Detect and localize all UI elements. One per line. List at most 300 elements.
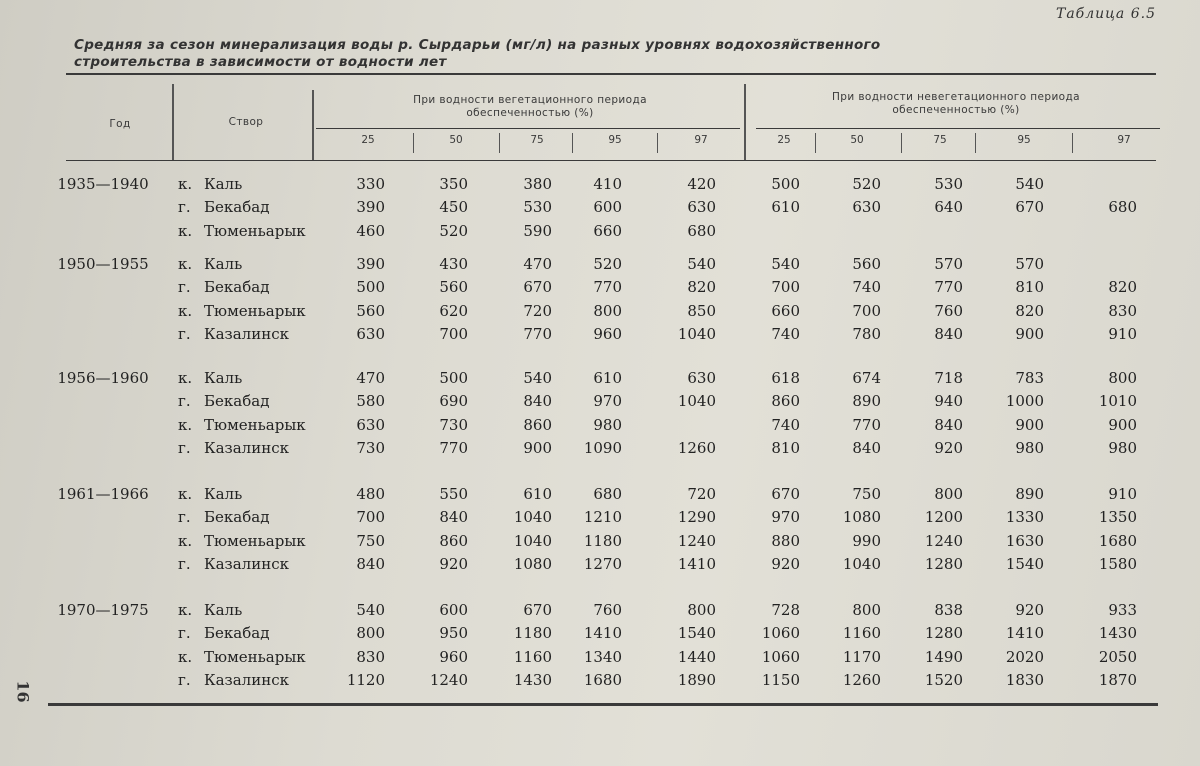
- top-rule: [66, 73, 1156, 75]
- veg-value-cell: 630: [356, 324, 385, 343]
- nonveg-value-cell: 820: [1108, 278, 1137, 297]
- site-prefix: к.: [178, 301, 193, 320]
- site-prefix: г.: [178, 508, 191, 527]
- nonveg-value-cell: 2050: [1098, 647, 1137, 666]
- nonveg-value-cell: 910: [1108, 485, 1137, 503]
- nonveg-value-cell: 840: [934, 324, 963, 343]
- nonveg-value-cell: 920: [1015, 601, 1044, 619]
- site-prefix: г.: [178, 624, 191, 643]
- veg-value-cell: 1120: [346, 670, 385, 689]
- nonveg-value-cell: 2020: [1005, 647, 1044, 666]
- nonveg-value-cell: 840: [934, 415, 963, 434]
- table-row: [0, 255, 1200, 279]
- nonveg-value-cell: 1280: [924, 554, 963, 573]
- veg-value-cell: 1430: [513, 670, 552, 689]
- table-caption: [74, 37, 974, 71]
- nonveg-value-cell: 728: [771, 601, 800, 619]
- site-name: Тюменьарык: [204, 221, 306, 240]
- nonveg-value-cell: 900: [1108, 415, 1137, 434]
- veg-value-cell: 630: [687, 198, 716, 217]
- caption-line-1: Средняя за сезон минерализация воды р. Сырдарьи (мг/л) на разных уровнях водохозяйственного: [74, 37, 881, 53]
- veg-value-cell: 330: [356, 175, 385, 193]
- veg-pct-divider: [413, 133, 414, 153]
- header-veg-period: [330, 94, 730, 120]
- nonveg-value-cell: 540: [771, 255, 800, 273]
- site-prefix: к.: [178, 175, 193, 193]
- site-prefix: г.: [178, 554, 191, 573]
- veg-value-cell: 1540: [677, 624, 716, 643]
- veg-value-cell: 960: [439, 647, 468, 666]
- site-name: Бекабад: [204, 624, 270, 643]
- veg-value-cell: 390: [356, 198, 385, 217]
- group-year: 1935—1940: [57, 175, 149, 193]
- veg-value-cell: 1180: [513, 624, 552, 643]
- nonveg-value-cell: 940: [934, 392, 963, 411]
- nonveg-pct-95: 95: [1017, 134, 1031, 146]
- table-row: [0, 369, 1200, 393]
- veg-value-cell: 610: [523, 485, 552, 503]
- group-year: 1961—1966: [57, 485, 149, 503]
- nonveg-value-cell: 910: [1108, 324, 1137, 343]
- site-name: Каль: [204, 601, 243, 619]
- site-name: Тюменьарык: [204, 647, 306, 666]
- table-row: [0, 392, 1200, 416]
- nonveg-value-cell: 610: [771, 198, 800, 217]
- site-prefix: г.: [178, 324, 191, 343]
- site-cell: [178, 532, 306, 550]
- nonveg-value-cell: 860: [771, 392, 800, 411]
- veg-value-cell: 1290: [677, 508, 716, 527]
- veg-value-cell: 1040: [677, 392, 716, 411]
- site-prefix: к.: [178, 485, 193, 503]
- table-row: [0, 325, 1200, 349]
- nonveg-value-cell: 1830: [1005, 670, 1044, 689]
- nonveg-value-cell: 750: [852, 485, 881, 503]
- header-nonveg-line-2: обеспеченностью (%): [892, 104, 1020, 116]
- veg-value-cell: 1340: [583, 647, 622, 666]
- site-cell: [178, 485, 242, 503]
- veg-value-cell: 390: [356, 255, 385, 273]
- veg-value-cell: 830: [356, 647, 385, 666]
- veg-value-cell: 1890: [677, 670, 716, 689]
- veg-value-cell: 1410: [677, 554, 716, 573]
- veg-value-cell: 840: [356, 554, 385, 573]
- page-number: 16: [13, 680, 33, 703]
- site-cell: [178, 222, 306, 240]
- group-year: 1950—1955: [57, 255, 149, 273]
- veg-value-cell: 520: [439, 221, 468, 240]
- nonveg-value-cell: 1000: [1005, 392, 1044, 411]
- table-row: [0, 222, 1200, 246]
- site-cell: [178, 392, 269, 410]
- veg-value-cell: 1240: [677, 531, 716, 550]
- veg-value-cell: 840: [523, 392, 552, 411]
- nonveg-value-cell: 838: [934, 601, 963, 619]
- nonveg-value-cell: 1870: [1098, 670, 1137, 689]
- nonveg-value-cell: 770: [852, 415, 881, 434]
- nonveg-value-cell: 560: [852, 255, 881, 273]
- veg-value-cell: 670: [523, 278, 552, 297]
- table-row: [0, 601, 1200, 625]
- table-row: [0, 416, 1200, 440]
- veg-value-cell: 720: [523, 301, 552, 320]
- site-name: Бекабад: [204, 278, 270, 297]
- veg-value-cell: 800: [593, 301, 622, 320]
- nonveg-value-cell: 1680: [1098, 531, 1137, 550]
- veg-value-cell: 770: [439, 438, 468, 457]
- veg-value-cell: 540: [356, 601, 385, 619]
- site-name: Тюменьарык: [204, 301, 306, 320]
- veg-value-cell: 820: [687, 278, 716, 297]
- header-year: Год: [109, 118, 131, 130]
- veg-value-cell: 590: [523, 221, 552, 240]
- nonveg-value-cell: 660: [771, 301, 800, 320]
- veg-value-cell: 540: [523, 369, 552, 387]
- veg-pct-divider: [657, 133, 658, 153]
- nonveg-value-cell: 830: [1108, 301, 1137, 320]
- nonveg-pct-divider: [815, 133, 816, 153]
- veg-value-cell: 730: [439, 415, 468, 434]
- nonveg-value-cell: 718: [934, 369, 963, 387]
- veg-value-cell: 660: [593, 221, 622, 240]
- table-row: [0, 624, 1200, 648]
- veg-value-cell: 750: [356, 531, 385, 550]
- site-cell: [178, 302, 306, 320]
- veg-value-cell: 500: [439, 369, 468, 387]
- nonveg-pct-50: 50: [850, 134, 864, 146]
- nonveg-value-cell: 1010: [1098, 392, 1137, 411]
- veg-value-cell: 720: [687, 485, 716, 503]
- site-name: Казалинск: [204, 670, 289, 689]
- nonveg-value-cell: 1280: [924, 624, 963, 643]
- nonveg-pct-75: 75: [933, 134, 947, 146]
- table-number: Таблица 6.5: [1056, 6, 1156, 22]
- site-prefix: к.: [178, 531, 193, 550]
- nonveg-value-cell: 880: [771, 531, 800, 550]
- nonveg-value-cell: 1580: [1098, 554, 1137, 573]
- veg-value-cell: 410: [593, 175, 622, 193]
- nonveg-value-cell: 630: [852, 198, 881, 217]
- site-cell: [178, 175, 242, 193]
- veg-value-cell: 580: [356, 392, 385, 411]
- nonveg-value-cell: 740: [771, 324, 800, 343]
- nonveg-value-cell: 570: [934, 255, 963, 273]
- veg-value-cell: 630: [356, 415, 385, 434]
- veg-value-cell: 380: [523, 175, 552, 193]
- veg-value-cell: 670: [523, 601, 552, 619]
- veg-value-cell: 500: [356, 278, 385, 297]
- veg-value-cell: 800: [687, 601, 716, 619]
- nonveg-value-cell: 920: [934, 438, 963, 457]
- site-cell: [178, 439, 289, 457]
- veg-value-cell: 1270: [583, 554, 622, 573]
- veg-value-cell: 620: [439, 301, 468, 320]
- veg-value-cell: 1160: [513, 647, 552, 666]
- nonveg-value-cell: 990: [852, 531, 881, 550]
- site-name: Каль: [204, 485, 243, 503]
- nonveg-value-cell: 810: [771, 438, 800, 457]
- table-row: [0, 485, 1200, 509]
- veg-value-cell: 980: [593, 415, 622, 434]
- veg-value-cell: 470: [356, 369, 385, 387]
- veg-value-cell: 610: [593, 369, 622, 387]
- nonveg-value-cell: 1540: [1005, 554, 1044, 573]
- nonveg-value-cell: 680: [1108, 198, 1137, 217]
- nonveg-value-cell: 674: [852, 369, 881, 387]
- veg-value-cell: 770: [593, 278, 622, 297]
- header-nonveg-line-1: При водности невегетационного периода: [832, 91, 1080, 103]
- divider-site-veg: [312, 90, 314, 160]
- veg-value-cell: 540: [687, 255, 716, 273]
- site-cell: [178, 416, 306, 434]
- site-prefix: к.: [178, 647, 193, 666]
- veg-pct-95: 95: [608, 134, 622, 146]
- site-cell: [178, 255, 242, 273]
- veg-value-cell: 1260: [677, 438, 716, 457]
- site-prefix: к.: [178, 255, 193, 273]
- veg-value-cell: 1410: [583, 624, 622, 643]
- header-site: Створ: [228, 116, 264, 128]
- site-prefix: к.: [178, 415, 193, 434]
- nonveg-value-cell: 530: [934, 175, 963, 193]
- nonveg-value-cell: 520: [852, 175, 881, 193]
- nonveg-value-cell: 1160: [842, 624, 881, 643]
- veg-value-cell: 860: [439, 531, 468, 550]
- nonveg-value-cell: 700: [852, 301, 881, 320]
- nonveg-value-cell: 740: [852, 278, 881, 297]
- nonveg-value-cell: 670: [771, 485, 800, 503]
- veg-value-cell: 1090: [583, 438, 622, 457]
- veg-value-cell: 1040: [513, 531, 552, 550]
- nonveg-value-cell: 1350: [1098, 508, 1137, 527]
- veg-value-cell: 840: [439, 508, 468, 527]
- caption-line-2: строительства в зависимости от водности лет: [74, 54, 447, 70]
- divider-veg-nonveg: [744, 84, 746, 160]
- veg-value-cell: 760: [593, 601, 622, 619]
- nonveg-value-cell: 800: [852, 601, 881, 619]
- nonveg-pct-97: 97: [1117, 134, 1131, 146]
- site-cell: [178, 325, 289, 343]
- nonveg-value-cell: 1060: [761, 647, 800, 666]
- site-name: Каль: [204, 255, 243, 273]
- nonveg-value-cell: 783: [1015, 369, 1044, 387]
- veg-value-cell: 680: [687, 221, 716, 240]
- nonveg-subheader-rule: [756, 128, 1160, 129]
- veg-value-cell: 600: [593, 198, 622, 217]
- veg-pct-50: 50: [449, 134, 463, 146]
- nonveg-value-cell: 1150: [761, 670, 800, 689]
- nonveg-value-cell: 780: [852, 324, 881, 343]
- veg-value-cell: 600: [439, 601, 468, 619]
- site-cell: [178, 624, 269, 642]
- nonveg-value-cell: 890: [1015, 485, 1044, 503]
- site-prefix: г.: [178, 392, 191, 411]
- nonveg-value-cell: 1430: [1098, 624, 1137, 643]
- nonveg-value-cell: 1080: [842, 508, 881, 527]
- nonveg-value-cell: 740: [771, 415, 800, 434]
- nonveg-value-cell: 970: [771, 508, 800, 527]
- veg-value-cell: 800: [356, 624, 385, 643]
- site-name: Тюменьарык: [204, 415, 306, 434]
- table-row: [0, 278, 1200, 302]
- nonveg-value-cell: 800: [934, 485, 963, 503]
- nonveg-value-cell: 933: [1108, 601, 1137, 619]
- nonveg-value-cell: 810: [1015, 278, 1044, 297]
- veg-value-cell: 460: [356, 221, 385, 240]
- nonveg-value-cell: 700: [771, 278, 800, 297]
- veg-value-cell: 520: [593, 255, 622, 273]
- site-cell: [178, 601, 242, 619]
- nonveg-value-cell: 820: [1015, 301, 1044, 320]
- nonveg-value-cell: 670: [1015, 198, 1044, 217]
- table-row: [0, 532, 1200, 556]
- header-nonveg-period: [756, 91, 1156, 117]
- table-row: [0, 555, 1200, 579]
- veg-pct-75: 75: [530, 134, 544, 146]
- nonveg-value-cell: 1060: [761, 624, 800, 643]
- veg-value-cell: 480: [356, 485, 385, 503]
- table-row: [0, 302, 1200, 326]
- veg-value-cell: 1680: [583, 670, 622, 689]
- veg-value-cell: 1080: [513, 554, 552, 573]
- table-row: [0, 175, 1200, 199]
- veg-value-cell: 630: [687, 369, 716, 387]
- veg-value-cell: 850: [687, 301, 716, 320]
- veg-value-cell: 920: [439, 554, 468, 573]
- nonveg-value-cell: 640: [934, 198, 963, 217]
- site-name: Тюменьарык: [204, 531, 306, 550]
- veg-value-cell: 900: [523, 438, 552, 457]
- nonveg-value-cell: 760: [934, 301, 963, 320]
- group-year: 1970—1975: [57, 601, 149, 619]
- table-row: [0, 439, 1200, 463]
- nonveg-value-cell: 980: [1108, 438, 1137, 457]
- nonveg-value-cell: 1410: [1005, 624, 1044, 643]
- nonveg-value-cell: 900: [1015, 415, 1044, 434]
- nonveg-value-cell: 500: [771, 175, 800, 193]
- veg-value-cell: 1040: [513, 508, 552, 527]
- site-cell: [178, 555, 289, 573]
- nonveg-value-cell: 1490: [924, 647, 963, 666]
- nonveg-pct-divider: [975, 133, 976, 153]
- nonveg-value-cell: 1040: [842, 554, 881, 573]
- site-name: Казалинск: [204, 324, 289, 343]
- site-cell: [178, 369, 242, 387]
- veg-value-cell: 550: [439, 485, 468, 503]
- nonveg-pct-divider: [1072, 133, 1073, 153]
- site-prefix: к.: [178, 601, 193, 619]
- veg-pct-97: 97: [694, 134, 708, 146]
- site-name: Бекабад: [204, 508, 270, 527]
- site-prefix: г.: [178, 670, 191, 689]
- veg-value-cell: 420: [687, 175, 716, 193]
- veg-value-cell: 730: [356, 438, 385, 457]
- veg-value-cell: 690: [439, 392, 468, 411]
- nonveg-pct-25: 25: [777, 134, 791, 146]
- table-row: [0, 671, 1200, 695]
- nonveg-value-cell: 1260: [842, 670, 881, 689]
- bottom-rule: [48, 703, 1158, 706]
- site-cell: [178, 671, 289, 689]
- nonveg-value-cell: 840: [852, 438, 881, 457]
- nonveg-value-cell: 900: [1015, 324, 1044, 343]
- veg-value-cell: 560: [439, 278, 468, 297]
- site-prefix: к.: [178, 221, 193, 240]
- nonveg-value-cell: 1170: [842, 647, 881, 666]
- nonveg-value-cell: 1330: [1005, 508, 1044, 527]
- site-name: Каль: [204, 175, 243, 193]
- nonveg-value-cell: 1520: [924, 670, 963, 689]
- nonveg-value-cell: 920: [771, 554, 800, 573]
- veg-value-cell: 530: [523, 198, 552, 217]
- site-name: Казалинск: [204, 554, 289, 573]
- veg-value-cell: 700: [356, 508, 385, 527]
- nonveg-value-cell: 770: [934, 278, 963, 297]
- veg-pct-divider: [499, 133, 500, 153]
- group-year: 1956—1960: [57, 369, 149, 387]
- nonveg-value-cell: 980: [1015, 438, 1044, 457]
- site-name: Бекабад: [204, 392, 270, 411]
- veg-value-cell: 1440: [677, 647, 716, 666]
- site-name: Каль: [204, 369, 243, 387]
- header-veg-line-2: обеспеченностью (%): [466, 107, 594, 119]
- veg-value-cell: 770: [523, 324, 552, 343]
- site-cell: [178, 278, 269, 296]
- veg-pct-divider: [572, 133, 573, 153]
- nonveg-value-cell: 1630: [1005, 531, 1044, 550]
- site-prefix: г.: [178, 198, 191, 217]
- site-cell: [178, 198, 269, 216]
- site-cell: [178, 648, 306, 666]
- veg-value-cell: 430: [439, 255, 468, 273]
- veg-value-cell: 350: [439, 175, 468, 193]
- veg-value-cell: 960: [593, 324, 622, 343]
- site-prefix: г.: [178, 438, 191, 457]
- veg-value-cell: 560: [356, 301, 385, 320]
- nonveg-value-cell: 1200: [924, 508, 963, 527]
- divider-year-site: [172, 84, 174, 160]
- header-bottom-rule: [66, 160, 1156, 161]
- veg-value-cell: 450: [439, 198, 468, 217]
- veg-value-cell: 470: [523, 255, 552, 273]
- nonveg-value-cell: 1240: [924, 531, 963, 550]
- nonveg-value-cell: 800: [1108, 369, 1137, 387]
- veg-value-cell: 1180: [583, 531, 622, 550]
- table-row: [0, 648, 1200, 672]
- veg-value-cell: 700: [439, 324, 468, 343]
- veg-pct-25: 25: [361, 134, 375, 146]
- site-prefix: к.: [178, 369, 193, 387]
- nonveg-value-cell: 540: [1015, 175, 1044, 193]
- veg-subheader-rule: [316, 128, 740, 129]
- site-prefix: г.: [178, 278, 191, 297]
- veg-value-cell: 950: [439, 624, 468, 643]
- veg-value-cell: 1210: [583, 508, 622, 527]
- site-cell: [178, 508, 269, 526]
- veg-value-cell: 680: [593, 485, 622, 503]
- veg-value-cell: 860: [523, 415, 552, 434]
- nonveg-value-cell: 570: [1015, 255, 1044, 273]
- table-row: [0, 198, 1200, 222]
- site-name: Бекабад: [204, 198, 270, 217]
- veg-value-cell: 1240: [429, 670, 468, 689]
- nonveg-pct-divider: [901, 133, 902, 153]
- nonveg-value-cell: 618: [771, 369, 800, 387]
- veg-value-cell: 1040: [677, 324, 716, 343]
- header-veg-line-1: При водности вегетационного периода: [413, 94, 647, 106]
- table-row: [0, 508, 1200, 532]
- site-name: Казалинск: [204, 438, 289, 457]
